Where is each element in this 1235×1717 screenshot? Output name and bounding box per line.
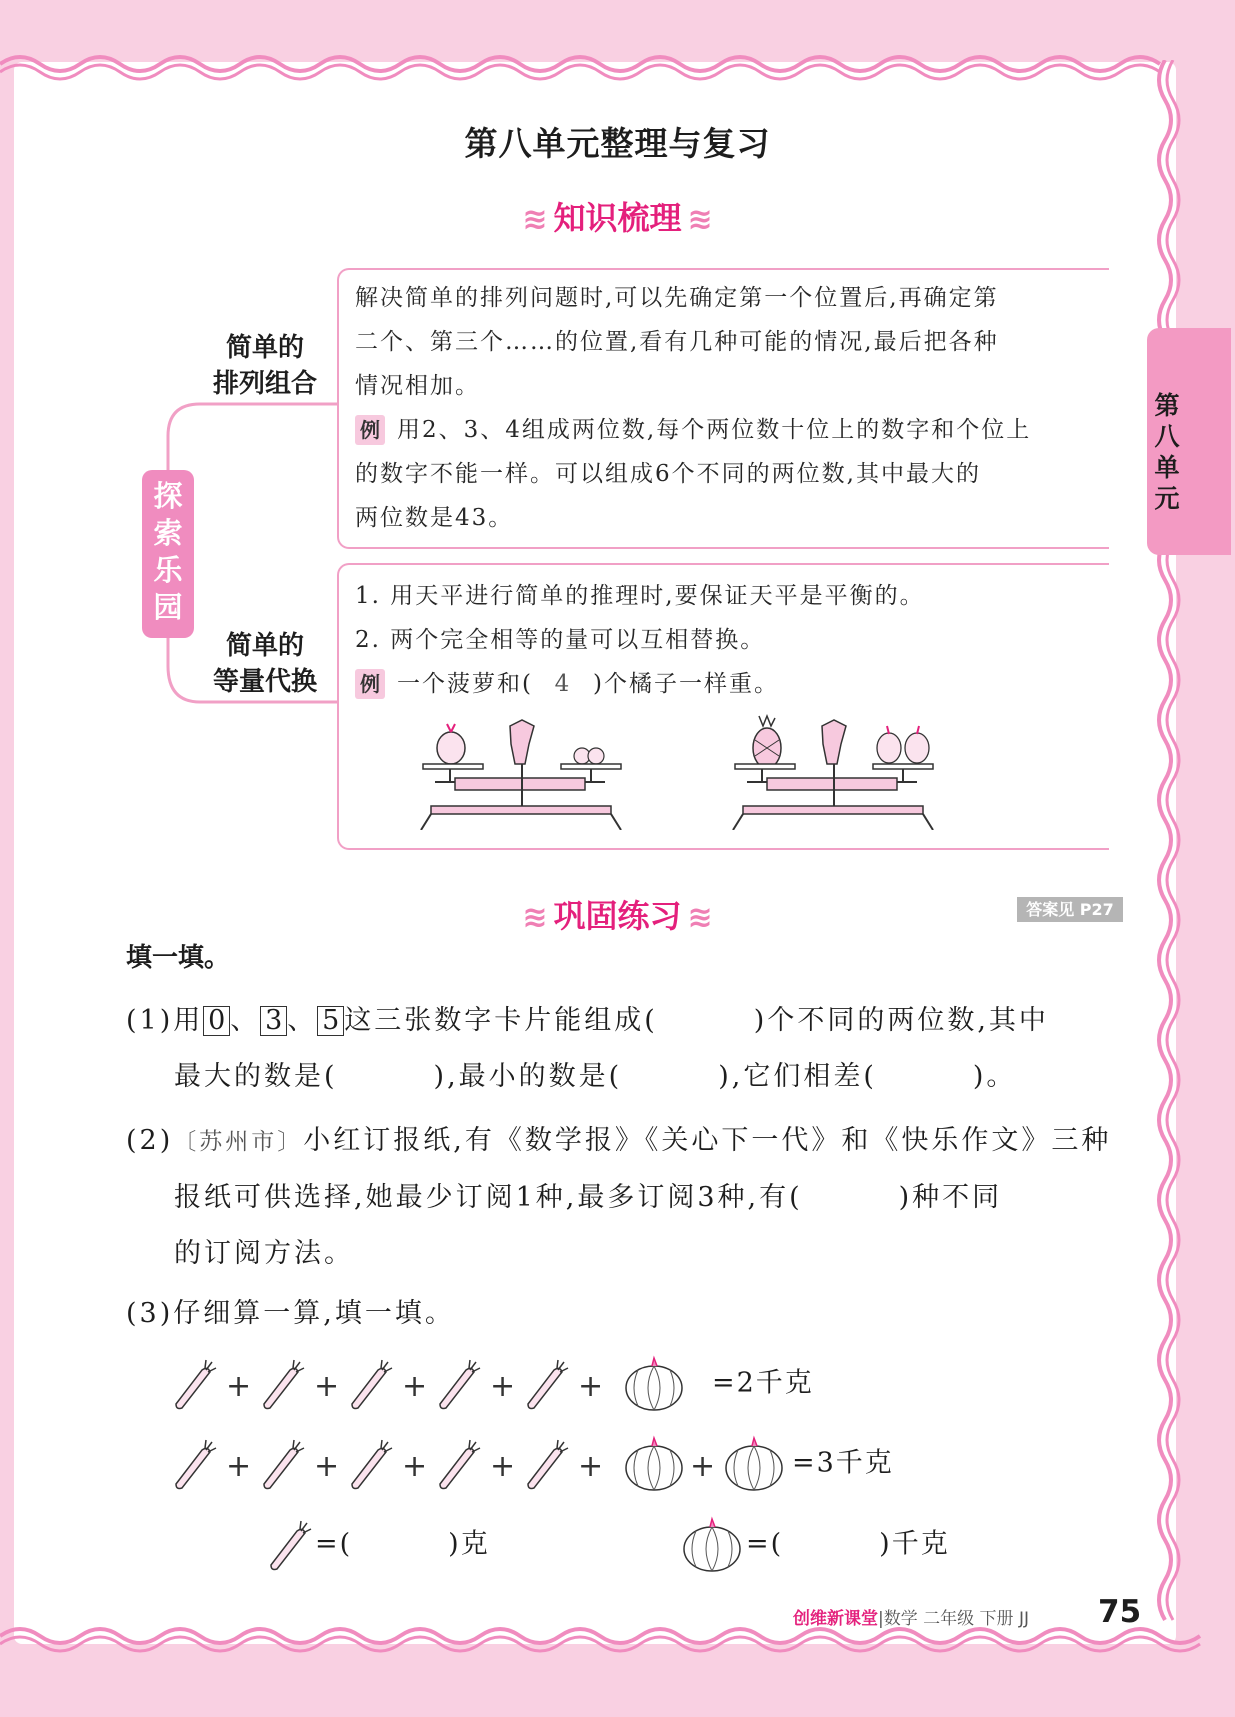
example-tag: 例 [355, 669, 385, 699]
question-line [126, 1113, 1126, 1170]
example-text: 用2、3、4组成两位数,每个两位数十位上的数字和个位上 [397, 417, 1032, 443]
text-line: 的数字不能一样。可以组成6个不同的两位数,其中最大的 [355, 461, 981, 487]
text-line: 情况相加。 [355, 373, 480, 399]
question-number: (2) [126, 1125, 174, 1156]
separator: 、 [287, 1005, 318, 1036]
eq3-text: )千克 [879, 1528, 950, 1560]
svg-text:+: + [226, 1449, 254, 1484]
equation-result: =2千克 [712, 1367, 814, 1399]
question-line [126, 1049, 1126, 1105]
svg-text:+: + [578, 1449, 606, 1484]
unit-side-tab-label: 第八单元 [1154, 391, 1180, 513]
footer-info [793, 1604, 1029, 1629]
page-number: 75 [1098, 1594, 1142, 1630]
svg-text:+: + [490, 1369, 518, 1404]
text-line [355, 408, 1115, 452]
q2-text: 报纸可供选择,她最少订阅1种,最多订阅3种,有( [174, 1182, 803, 1213]
text-line: 两位数是43。 [355, 505, 514, 531]
footer-separator: | [878, 1609, 884, 1629]
svg-text:+: + [314, 1369, 342, 1404]
svg-text:+: + [578, 1369, 606, 1404]
section-title: 知识梳理 [553, 199, 682, 237]
q1-text: )个不同的两位数,其中 [753, 1005, 1049, 1036]
text-line: 1. 用天平进行简单的推理时,要保证天平是平衡的。 [355, 583, 925, 609]
topic-line: 等量代换 [212, 667, 317, 697]
wave-deco-icon: ≋ [687, 202, 713, 237]
equation-2 [172, 1434, 894, 1494]
balance-scale-icon [415, 718, 630, 830]
question-line [126, 993, 1126, 1049]
right-wave-border [1151, 60, 1181, 1640]
svg-text:+: + [314, 1449, 342, 1484]
q1-text: 这三张数字卡片能组成( [344, 1005, 658, 1036]
svg-text:+: + [402, 1369, 430, 1404]
section-heading-knowledge [0, 193, 1235, 239]
svg-text:+: + [490, 1449, 518, 1484]
svg-text:+: + [402, 1449, 430, 1484]
explore-garden-label [142, 470, 194, 638]
text-line: 解决简单的排列问题时,可以先确定第一个位置后,再确定第 [355, 285, 999, 311]
text-line: 2. 两个完全相等的量可以互相替换。 [355, 627, 766, 653]
eq3-text: =( [315, 1528, 353, 1560]
topic-substitution [200, 628, 330, 700]
section-title: 巩固练习 [553, 897, 682, 935]
svg-text:+: + [226, 1369, 254, 1404]
example-answer: 4 [554, 671, 572, 697]
footer-brand: 创维新课堂 [793, 1609, 878, 1629]
pumpkin-icon [680, 1515, 746, 1575]
example-text-before: 一个菠萝和( [397, 671, 533, 697]
question-line: 的订阅方法。 [174, 1238, 354, 1269]
q1-text: ),它们相差( [718, 1061, 877, 1092]
equation-3-carrot [265, 1515, 490, 1575]
number-card: 3 [260, 1006, 287, 1036]
page-title: 第八单元整理与复习 [464, 124, 771, 163]
answer-reference-badge: 答案见 P27 [1017, 897, 1123, 922]
number-card: 0 [203, 1006, 230, 1036]
footer-book-info: 数学 二年级 下册 JJ [883, 1609, 1029, 1629]
equation-result: =3千克 [792, 1447, 894, 1479]
question-number: (3) [126, 1298, 174, 1329]
text-line [355, 662, 1115, 706]
q3-text: 仔细算一算,填一填。 [173, 1298, 455, 1329]
equation-1 [172, 1354, 814, 1414]
eq3-text: =( [746, 1528, 784, 1560]
question-line [126, 1170, 1126, 1226]
explore-garden-text: 探索乐园 [153, 479, 183, 624]
separator: 、 [230, 1005, 261, 1036]
q1-text: ),最小的数是( [433, 1061, 623, 1092]
wave-deco-icon: ≋ [522, 900, 548, 935]
question-number: (1) [126, 1005, 174, 1036]
carrots-and-pumpkin-icon [172, 1354, 712, 1414]
question-3 [126, 1286, 1126, 1342]
topic-line: 排列组合 [212, 369, 317, 399]
bottom-wave-border [0, 1618, 1235, 1668]
q1-text: )。 [972, 1061, 1017, 1092]
balance-scale-pineapple-icon [727, 712, 942, 830]
q2-text: 小红订报纸,有《数学报》《关心下一代》和《快乐作文》三种 [303, 1125, 1112, 1156]
q2-text: )种不同 [898, 1182, 1003, 1213]
question-2 [126, 1113, 1126, 1282]
substitution-explanation [355, 574, 1115, 706]
equation-3-pumpkin [680, 1515, 950, 1575]
example-text-after: )个橘子一样重。 [592, 671, 779, 697]
wave-deco-icon: ≋ [687, 900, 713, 935]
q1-text: 最大的数是( [174, 1061, 338, 1092]
svg-text:+: + [690, 1449, 718, 1484]
topic-line: 简单的 [225, 333, 304, 363]
exercise-heading: 填一填。 [126, 943, 231, 973]
text-line: 二个、第三个……的位置,看有几种可能的情况,最后把各种 [355, 329, 999, 355]
topic-permutation [200, 330, 330, 402]
number-card: 5 [317, 1006, 344, 1036]
permutation-explanation [355, 276, 1115, 540]
carrots-and-pumpkins-icon [172, 1434, 792, 1494]
q1-text: 用 [173, 1005, 204, 1036]
eq3-text: )克 [448, 1528, 490, 1560]
top-wave-border [0, 36, 1235, 86]
question-1 [126, 993, 1126, 1105]
carrot-icon [265, 1515, 315, 1575]
wave-deco-icon: ≋ [522, 202, 548, 237]
example-tag: 例 [355, 415, 385, 445]
city-tag: 〔苏州市〕 [173, 1129, 304, 1155]
topic-line: 简单的 [225, 631, 304, 661]
